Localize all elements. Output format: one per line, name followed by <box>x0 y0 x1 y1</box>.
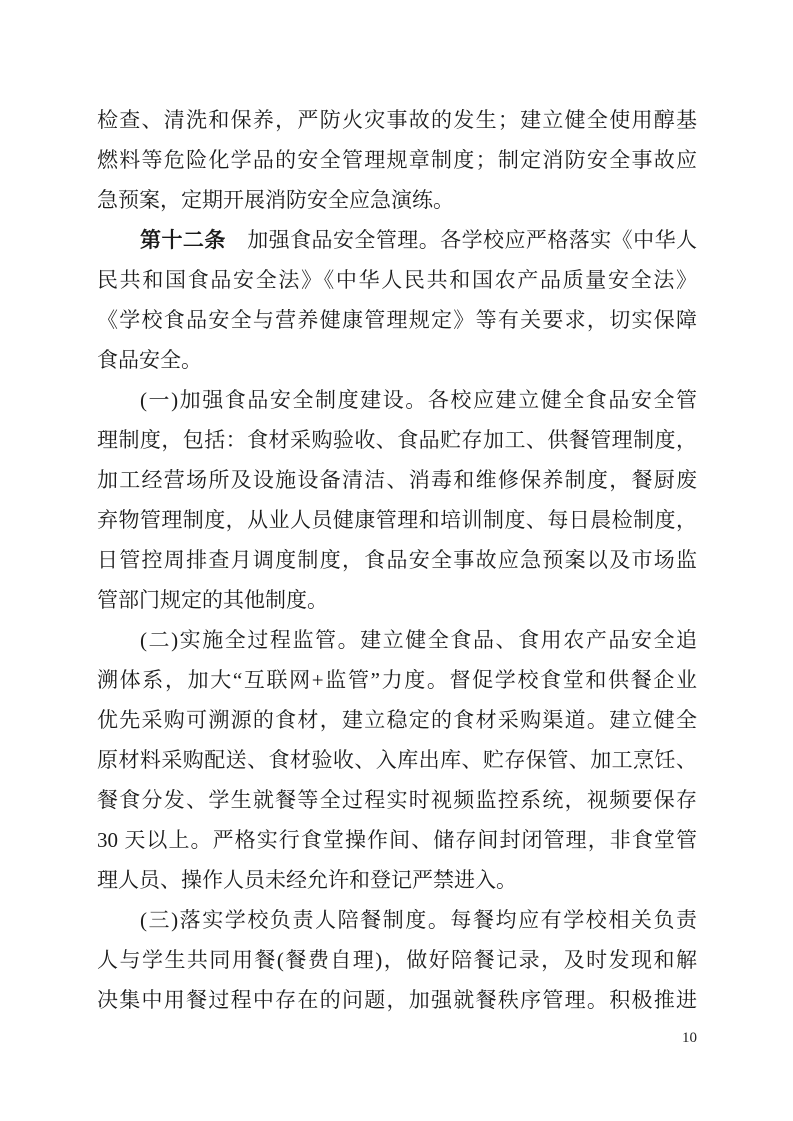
text-line: 食品安全。 <box>97 348 202 372</box>
text-line: 检查、清洗和保养，严防火灾事故的发生；建立健全使用醇基 <box>97 108 697 132</box>
article-number-heading: 第十二条 <box>140 228 226 252</box>
text-line: 理人员、操作人员未经允许和登记严禁进入。 <box>97 868 517 892</box>
page-number: 10 <box>682 1030 697 1046</box>
para-item-2-whole-process-supervision <box>97 620 697 900</box>
text-line: 民共和国食品安全法》《中华人民共和国农产品质量安全法》 <box>97 268 697 292</box>
text-line: 《学校食品安全与营养健康管理规定》等有关要求，切实保障 <box>97 308 697 332</box>
text-line: (一)加强食品安全制度建设。各校应建立健全食品安全管 <box>140 388 697 412</box>
text-line: 急预案，定期开展消防安全应急演练。 <box>97 188 454 212</box>
text-line: 原材料采购配送、食材验收、入库出库、贮存保管、加工烹饪、 <box>97 748 697 772</box>
text-line: 溯体系，加大“互联网+监管”力度。督促学校食堂和供餐企业 <box>97 668 697 692</box>
text-line <box>97 220 697 260</box>
text-line: 日管控周排查月调度制度，食品安全事故应急预案以及市场监 <box>97 548 697 572</box>
text-line: 弃物管理制度，从业人员健康管理和培训制度、每日晨检制度， <box>97 508 697 532</box>
text-line: 30 天以上。严格实行食堂操作间、储存间封闭管理，非食堂管 <box>97 828 697 852</box>
document-body <box>97 100 697 1020</box>
para-item-3-accompany-dining <box>97 900 697 1020</box>
text-line: (三)落实学校负责人陪餐制度。每餐均应有学校相关负责 <box>140 908 697 932</box>
line-text: 加强食品安全管理。各学校应严格落实《中华人 <box>225 228 698 252</box>
text-line: 决集中用餐过程中存在的问题，加强就餐秩序管理。积极推进 <box>97 988 697 1012</box>
para-article-12 <box>97 220 697 380</box>
text-line: 人与学生共同用餐(餐费自理)，做好陪餐记录，及时发现和解 <box>97 948 697 972</box>
text-line: 加工经营场所及设施设备清洁、消毒和维修保养制度，餐厨废 <box>97 468 697 492</box>
text-line: 燃料等危险化学品的安全管理规章制度；制定消防安全事故应 <box>97 148 697 172</box>
text-line: 餐食分发、学生就餐等全过程实时视频监控系统，视频要保存 <box>97 788 697 812</box>
text-line: 优先采购可溯源的食材，建立稳定的食材采购渠道。建立健全 <box>97 708 697 732</box>
text-line: (二)实施全过程监管。建立健全食品、食用农产品安全追 <box>140 628 697 652</box>
text-line: 理制度，包括：食材采购验收、食品贮存加工、供餐管理制度， <box>97 428 697 452</box>
para-fire-safety-continuation <box>97 100 697 220</box>
text-line: 管部门规定的其他制度。 <box>97 588 328 612</box>
para-item-1-food-safety-system <box>97 380 697 620</box>
